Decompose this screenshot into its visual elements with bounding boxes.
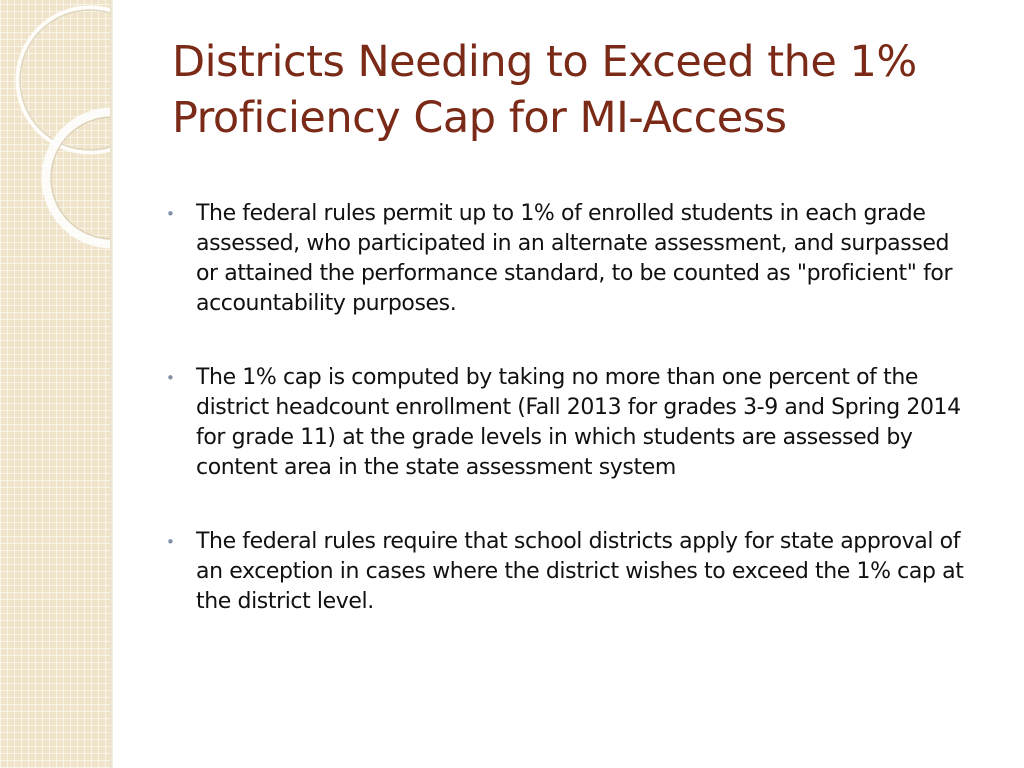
bullet-item-2 bbox=[166, 363, 966, 483]
bullet-item-3 bbox=[166, 527, 966, 617]
bullet-dot-icon: • bbox=[166, 533, 175, 551]
bullet-text-2: The 1% cap is computed by taking no more than one percent of the district headcount enrollment (Fall 2013 for grades 3-9 and Spring 2014 for grade 11) at the grade levels in which students are assessed by content area in the state assessment system bbox=[196, 365, 961, 480]
bullet-text-1: The federal rules permit up to 1% of enrolled students in each grade assessed, who participated in an alternate assessment, and surpassed or attained the performance standard, to be counted as "proficient" for accountability purposes. bbox=[196, 201, 953, 316]
bullet-text-3: The federal rules require that school districts apply for state approval of an exception in cases where the district wishes to exceed the 1% cap at the district level. bbox=[196, 529, 964, 614]
bullet-dot-icon: • bbox=[166, 369, 175, 387]
side-panel-edge bbox=[110, 0, 113, 768]
decorative-side-panel bbox=[0, 0, 112, 768]
decorative-circles bbox=[0, 0, 112, 768]
bullet-item-1 bbox=[166, 199, 966, 319]
slide-title: Districts Needing to Exceed the 1% Proficiency Cap for MI-Access bbox=[172, 37, 917, 143]
bullet-list bbox=[166, 199, 966, 661]
bullet-dot-icon: • bbox=[166, 205, 175, 223]
